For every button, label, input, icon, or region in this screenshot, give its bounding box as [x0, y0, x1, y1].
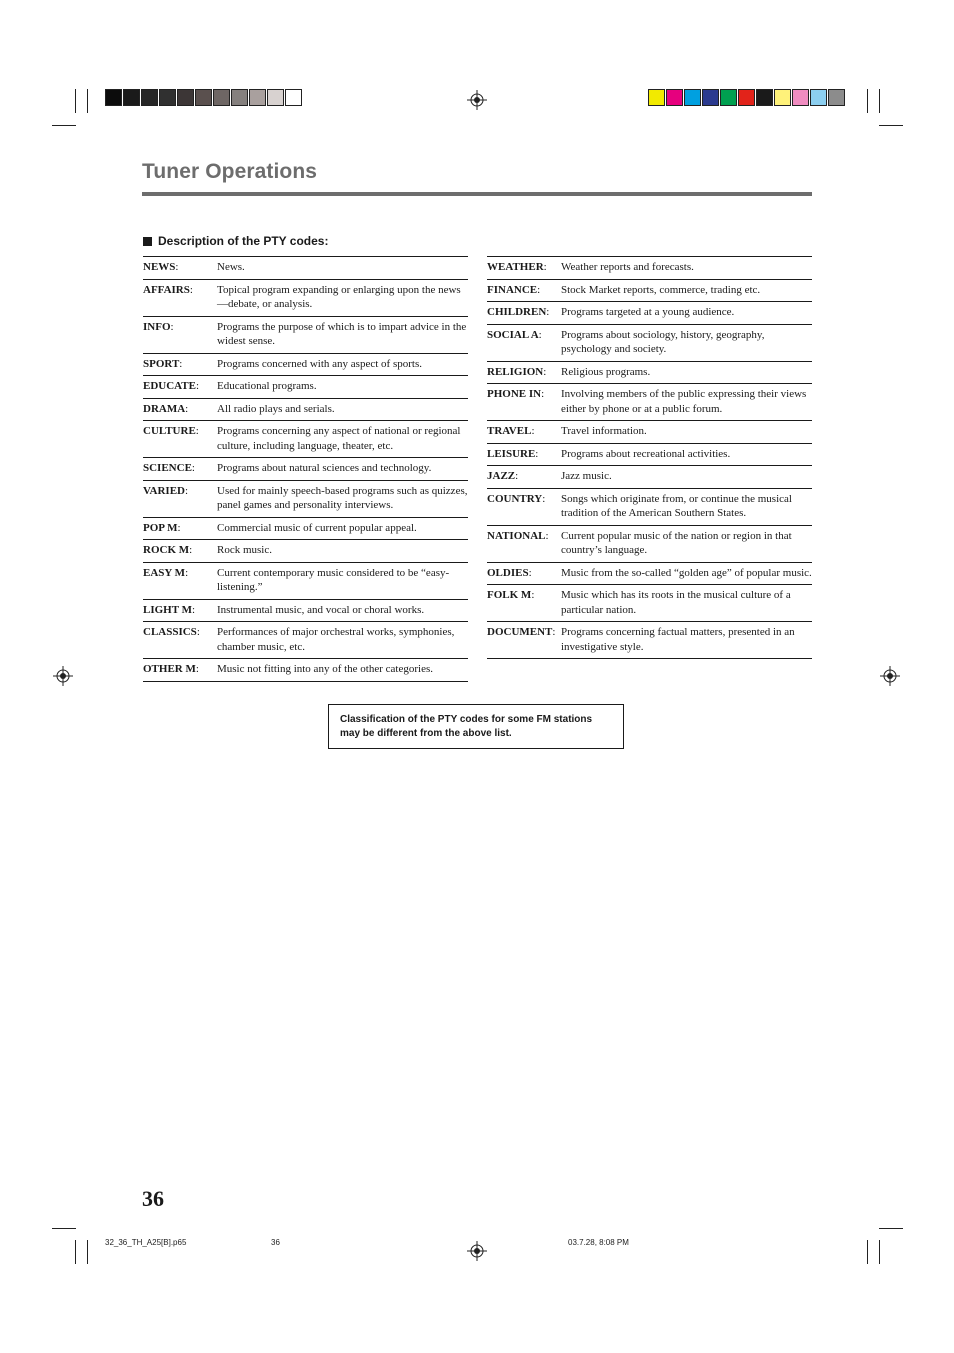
pty-description: News.	[217, 261, 245, 273]
note-line: may be different from the above list.	[340, 728, 512, 739]
pty-code: FOLK M:	[487, 589, 535, 601]
crop-mark	[879, 1240, 880, 1264]
pty-description: Topical program expanding or enlarging upon the news—debate, or analysis.	[217, 283, 461, 310]
pty-code: SOCIAL A:	[487, 328, 542, 341]
pty-description: Travel information.	[561, 425, 647, 437]
pty-code: LIGHT M:	[143, 603, 196, 616]
pty-row	[487, 256, 812, 279]
pty-row	[487, 301, 812, 324]
pty-row	[143, 562, 468, 599]
color-swatch	[249, 89, 266, 106]
pty-description: Music from the so-called “golden age” of popular music.	[561, 566, 812, 579]
pty-row	[143, 375, 468, 398]
registration-mark-icon	[467, 90, 487, 110]
pty-row	[143, 599, 468, 622]
pty-code: ROCK M:	[143, 544, 193, 556]
registration-mark-icon	[53, 666, 73, 686]
crop-mark	[867, 1240, 868, 1264]
pty-description: Rock music.	[217, 544, 272, 556]
pty-description: Programs the purpose of which is to impart advice in the widest sense.	[217, 320, 467, 347]
crop-mark	[52, 1228, 76, 1229]
pty-row	[487, 279, 812, 302]
crop-mark	[75, 1240, 76, 1264]
pty-row	[487, 443, 812, 466]
pty-row	[487, 465, 812, 488]
pty-row	[487, 324, 812, 361]
pty-description: Current contemporary music considered to be “easy-listening.”	[217, 566, 450, 593]
pty-description: Weather reports and forecasts.	[561, 261, 694, 273]
pty-row	[143, 658, 468, 682]
pty-code: FINANCE:	[487, 283, 541, 296]
pty-description: Current popular music of the nation or region in that country’s language.	[561, 529, 792, 556]
pty-description: Programs about sociology, history, geography, psychology and society.	[561, 328, 765, 355]
footer-timestamp: 03.7.28, 8:08 PM	[568, 1238, 629, 1247]
pty-row	[143, 398, 468, 421]
note-line: Classification of the PTY codes for some FM stations	[340, 714, 593, 725]
crop-mark	[879, 1228, 903, 1229]
pty-table-left	[143, 256, 468, 682]
color-swatch	[231, 89, 248, 106]
color-swatch	[648, 89, 665, 106]
color-swatch	[720, 89, 737, 106]
pty-description: Programs concerning any aspect of national or regional culture, including language, theater, etc.	[217, 425, 461, 452]
pty-code: AFFAIRS:	[143, 283, 193, 296]
pty-code: RELIGION:	[487, 365, 547, 378]
crop-mark	[75, 89, 76, 113]
pty-code: SCIENCE:	[143, 462, 195, 474]
pty-code: OLDIES:	[487, 566, 532, 579]
color-swatch	[285, 89, 302, 106]
pty-row	[143, 316, 468, 353]
crop-mark	[87, 89, 88, 113]
section-heading	[143, 234, 328, 248]
pty-description: Commercial music of current popular appeal.	[217, 521, 417, 534]
pty-description: Instrumental music, and vocal or choral works.	[217, 603, 425, 616]
color-swatch	[123, 89, 140, 106]
pty-code: CHILDREN:	[487, 306, 550, 318]
pty-code: WEATHER:	[487, 261, 547, 273]
pty-code: LEISURE:	[487, 447, 539, 460]
title-underline	[142, 192, 812, 196]
color-swatch	[267, 89, 284, 106]
pty-row	[487, 383, 812, 420]
color-swatch	[105, 89, 122, 106]
footer-page: 36	[271, 1238, 280, 1247]
pty-description: All radio plays and serials.	[217, 402, 335, 415]
pty-description: Programs concerned with any aspect of sports.	[217, 357, 422, 370]
registration-mark-icon	[467, 1241, 487, 1261]
pty-description: Educational programs.	[217, 380, 317, 392]
color-swatch	[159, 89, 176, 106]
classification-note	[328, 704, 624, 749]
color-swatch	[774, 89, 791, 106]
pty-row	[487, 361, 812, 384]
pty-row	[143, 256, 468, 279]
pty-description: Stock Market reports, commerce, trading etc.	[561, 283, 761, 296]
pty-row	[143, 517, 468, 540]
color-swatch	[738, 89, 755, 106]
color-calibration-bar	[648, 89, 846, 106]
pty-code: COUNTRY:	[487, 492, 546, 505]
pty-description: Performances of major orchestral works, symphonies, chamber music, etc.	[217, 626, 455, 653]
pty-code: CULTURE:	[143, 425, 199, 437]
pty-code: TRAVEL:	[487, 425, 535, 437]
color-swatch	[666, 89, 683, 106]
color-swatch	[828, 89, 845, 106]
crop-mark	[87, 1240, 88, 1264]
color-swatch	[141, 89, 158, 106]
color-swatch	[684, 89, 701, 106]
pty-description: Music not fitting into any of the other categories.	[217, 663, 433, 675]
pty-description: Programs targeted at a young audience.	[561, 306, 735, 318]
crop-mark	[879, 89, 880, 113]
pty-description: Involving members of the public expressing their views either by phone or at a public forum.	[561, 388, 807, 415]
pty-description: Programs concerning factual matters, presented in an investigative style.	[561, 626, 795, 653]
page-number: 36	[142, 1186, 164, 1211]
pty-code: POP M:	[143, 521, 181, 534]
pty-row	[143, 420, 468, 457]
color-swatch	[177, 89, 194, 106]
pty-row	[487, 562, 812, 585]
pty-code: PHONE IN:	[487, 388, 545, 400]
pty-code: NATIONAL:	[487, 529, 549, 542]
pty-description: Jazz music.	[561, 470, 612, 482]
crop-mark	[867, 89, 868, 113]
color-swatch	[195, 89, 212, 106]
pty-row	[487, 621, 812, 659]
color-swatch	[702, 89, 719, 106]
section-heading-text: Description of the PTY codes:	[158, 234, 329, 248]
pty-code: JAZZ:	[487, 470, 519, 482]
registration-mark-icon	[880, 666, 900, 686]
pty-description: Religious programs.	[561, 365, 651, 378]
grayscale-calibration-bar	[105, 89, 303, 106]
pty-code: SPORT:	[143, 357, 183, 370]
pty-row	[143, 457, 468, 480]
pty-description: Programs about natural sciences and technology.	[217, 462, 432, 474]
pty-table-right	[487, 256, 812, 659]
pty-row	[487, 488, 812, 525]
pty-row	[487, 420, 812, 443]
pty-code: NEWS:	[143, 261, 179, 273]
color-swatch	[213, 89, 230, 106]
color-swatch	[756, 89, 773, 106]
square-bullet-icon	[143, 237, 152, 246]
pty-row	[143, 539, 468, 562]
pty-row	[143, 279, 468, 316]
pty-code: INFO:	[143, 320, 174, 333]
pty-code: EASY M:	[143, 566, 189, 579]
pty-description: Music which has its roots in the musical culture of a particular nation.	[561, 589, 791, 616]
crop-mark	[52, 125, 76, 126]
pty-code: EDUCATE:	[143, 380, 200, 392]
pty-code: DOCUMENT:	[487, 626, 556, 638]
pty-row	[143, 353, 468, 376]
pty-code: CLASSICS:	[143, 626, 200, 638]
pty-code: VARIED:	[143, 484, 189, 497]
pty-row	[143, 480, 468, 517]
pty-row	[487, 525, 812, 562]
pty-description: Used for mainly speech-based programs such as quizzes, panel games and personality interviews.	[217, 484, 468, 511]
pty-description: Songs which originate from, or continue the musical tradition of the American Southern States.	[561, 492, 792, 519]
pty-row	[487, 584, 812, 621]
pty-code: DRAMA:	[143, 402, 189, 415]
color-swatch	[810, 89, 827, 106]
pty-code: OTHER M:	[143, 663, 199, 675]
crop-mark	[879, 125, 903, 126]
page-title: Tuner Operations	[142, 160, 318, 183]
footer-filename: 32_36_TH_A25[B].p65	[105, 1238, 187, 1247]
color-swatch	[792, 89, 809, 106]
pty-description: Programs about recreational activities.	[561, 447, 731, 460]
pty-row	[143, 621, 468, 658]
